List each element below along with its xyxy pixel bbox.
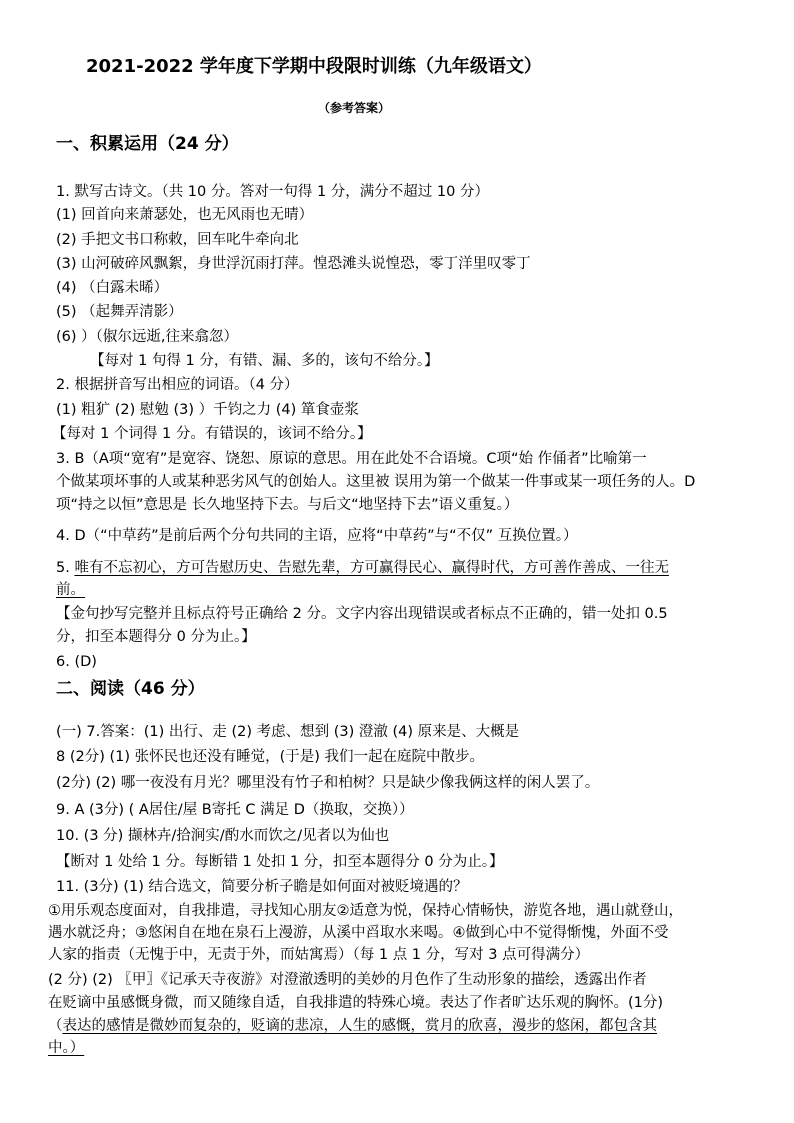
underlined-answer: 前。 [56,582,85,598]
answer-line: 遇水就泛舟；③悠闲自在地在泉石上漫游，从溪中舀取水来喝。④做到心中不觉得惭愧，外面不受 [48,925,669,941]
underlined-answer: 中。） [48,1040,85,1056]
answer-line: (一) 7.答案：(1) 出行、走 (2) 考虑、想到 (3) 澄澈 (4) 原来是、大概是 [56,724,520,740]
answer-line: 项“持之以恒”意思是 长久地坚持下去。与后文“地坚持下去”语义重复。） [56,497,519,513]
answer-line: 10. (3 分) 撷林卉/拾涧实/酌水而饮之/见者以为仙也 [56,828,390,844]
scoring-note: 【每对 1 句得 1 分，有错、漏、多的，该句不给分。】 [90,353,439,369]
answer-line: ①用乐观态度面对，自我排遣，寻找知心朋友②适意为悦，保持心情畅快，游览各地，遇山就登山， [48,903,683,919]
answer-line: 人家的指责（无愧于中，无责于外，而姑寓焉）（每 1 点 1 分，写对 3 点可得满分） [48,947,590,963]
question-11-heading: 11. (3分) (1) 结合选文，简要分析子瞻是如何面对被贬境遇的？ [56,879,468,895]
section-heading-accumulation: 一、积累运用（24 分） [56,134,239,154]
answer-line: (1) 粗犷 (2) 慰勉 (3) ）千钧之力 (4) 箪食壶浆 [56,402,359,418]
scoring-note: 分，扣至本题得分 0 分为止。】 [56,629,256,645]
open-paren: （ [48,1018,63,1034]
answer-line: (6) ）（俶尔远逝,往来翕忽） [56,329,239,345]
scoring-note: 【金句抄写完整并且标点符号正确给 2 分。文字内容出现错误或者标点不正确的，错一处扣 0.5 [56,606,668,622]
answer-line [56,558,669,578]
answer-line: (1) 回首向来萧瑟处，也无风雨也无晴） [56,207,314,223]
answer-line: 3. B（A项“宽宥”是宽容、饶恕、原谅的意思。用在此处不合语境。C项“始 作俑者”比喻第一 [56,451,647,467]
answer-line: 个做某项坏事的人或某种恶劣风气的创始人。这里被 误用为第一个做某一件事或某一项任务的人。D [56,474,696,490]
question-number: 5. [56,560,75,576]
answer-line: 9. A (3分) ( A居住/屋 B寄托 C 满足 D（换取，交换）） [56,802,414,818]
answer-line: (2 分) (2) 〖甲〗《记承天寺夜游》对澄澈透明的美妙的月色作了生动形象的描绘，透露出作者 [48,972,647,988]
answer-line: 4. D（“中草药”是前后两个分句共同的主语，应将“中草药”与“不仅” 互换位置。） [56,528,578,544]
answer-line: 在贬谪中虽感慨身微，而又随缘自适，自我排遣的特殊心境。表达了作者旷达乐观的胸怀。(1分) [48,995,664,1011]
answer-line [48,1016,657,1036]
answer-line: (2分) (2) 哪一夜没有月光？哪里没有竹子和柏树？只是缺少像我俩这样的闲人罢了。 [56,775,600,791]
answer-line: 6. (D) [56,654,97,670]
answer-line: (3) 山河破碎风飘絮，身世浮沉雨打萍。惶恐滩头说惶恐，零丁洋里叹零丁 [56,256,531,272]
section-heading-reading: 二、阅读（46 分） [56,679,205,699]
underlined-answer: 唯有不忘初心，方可告慰历史、告慰先辈，方可赢得民心、赢得时代，方可善作善成、一往无 [74,560,669,576]
document-subtitle: （参考答案） [318,101,391,115]
question-1-heading: 1. 默写古诗文。（共 10 分。答对一句得 1 分，满分不超过 10 分） [56,184,489,200]
answer-line: 8 (2分) (1) 张怀民也还没有睡觉，(于是) 我们一起在庭院中散步。 [56,749,485,765]
question-2-heading: 2. 根据拼音写出相应的词语。（4 分） [56,377,299,393]
answer-line: (2) 手把文书口称敕，回车叱牛牵向北 [56,232,299,248]
answer-line [48,1038,84,1058]
scoring-note: 【断对 1 处给 1 分。每断错 1 处扣 1 分，扣至本题得分 0 分为止。】 [56,854,504,870]
document-title: 2021-2022 学年度下学期中段限时训练（九年级语文） [86,56,542,77]
answer-line: (4) （白露未晞） [56,280,169,296]
answer-line: (5) （起舞弄清影） [56,304,183,320]
scoring-note: 【每对 1 个词得 1 分。有错误的，该词不给分。】 [52,426,372,442]
underlined-answer: 表达的感情是微妙而复杂的，贬谪的悲凉，人生的感慨，赏月的欣喜，漫步的悠闲，都包含其 [62,1018,657,1034]
